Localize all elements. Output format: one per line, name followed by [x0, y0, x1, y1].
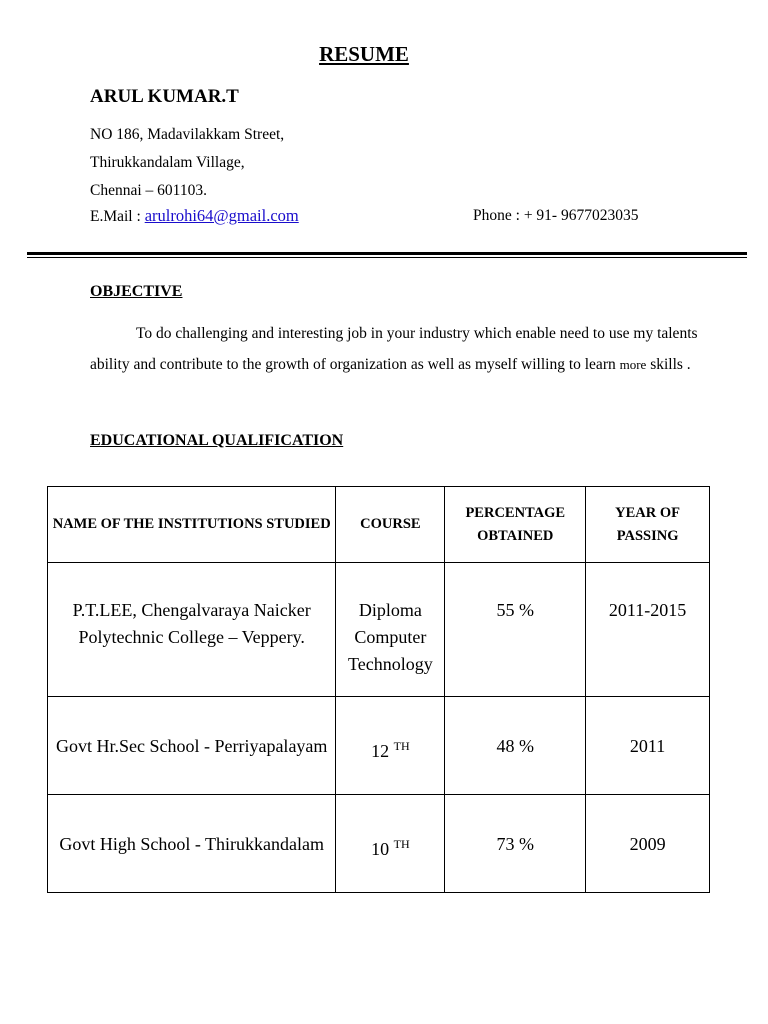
phone-row: [473, 207, 638, 225]
objective-text: [90, 318, 720, 380]
percentage-cell: 55 %: [445, 563, 586, 697]
objective-heading: OBJECTIVE: [90, 283, 183, 300]
column-header-institution: NAME OF THE INSTITUTIONS STUDIED: [48, 487, 336, 563]
table-header-row: [48, 487, 710, 563]
education-table: [47, 486, 710, 893]
address-line-1: NO 186, Madavilakkam Street,: [90, 126, 285, 143]
phone-label: Phone :: [473, 207, 524, 224]
objective-text-part2: skills .: [646, 356, 691, 373]
email-row: [90, 206, 299, 226]
column-header-course: COURSE: [336, 487, 445, 563]
address-line-3: Chennai – 601103.: [90, 182, 207, 199]
candidate-name: ARUL KUMAR.T: [90, 86, 239, 107]
table-row: [48, 697, 710, 795]
resume-title: RESUME: [319, 42, 409, 66]
table-row: [48, 563, 710, 697]
course-superscript: TH: [393, 837, 410, 851]
course-superscript: TH: [393, 739, 410, 753]
email-label: E.Mail :: [90, 208, 145, 225]
year-cell: 2011: [586, 697, 710, 795]
header-divider-thick: [27, 252, 747, 255]
header-divider-thin: [27, 257, 747, 258]
percentage-cell: 73 %: [445, 795, 586, 893]
table-row: [48, 795, 710, 893]
institution-cell: P.T.LEE, Chengalvaraya Naicker Polytechnic College – Veppery.: [48, 563, 336, 697]
objective-text-part1: To do challenging and interesting job in your industry which enable need to use my talents ability and contribute to the growth of organization as well as myself willing to learn: [90, 325, 698, 373]
column-header-year: YEAR OF PASSING: [586, 487, 710, 563]
course-cell: 10 $^{TH}$: [336, 795, 445, 893]
year-cell: 2009: [586, 795, 710, 893]
education-heading: EDUCATIONAL QUALIFICATION: [90, 432, 344, 449]
objective-text-small: more: [619, 357, 647, 372]
address-line-2: Thirukkandalam Village,: [90, 154, 245, 171]
email-link[interactable]: arulrohi64@gmail.com: [144, 206, 299, 225]
percentage-cell: 48 %: [445, 697, 586, 795]
year-cell: 2011-2015: [586, 563, 710, 697]
institution-cell: Govt Hr.Sec School - Perriyapalayam: [48, 697, 336, 795]
institution-cell: Govt High School - Thirukkandalam: [48, 795, 336, 893]
course-cell: 12 $^{TH}$: [336, 697, 445, 795]
column-header-percentage: PERCENTAGE OBTAINED: [445, 487, 586, 563]
phone-number: + 91- 9677023035: [523, 207, 639, 224]
course-cell: Diploma Computer Technology: [336, 563, 445, 697]
